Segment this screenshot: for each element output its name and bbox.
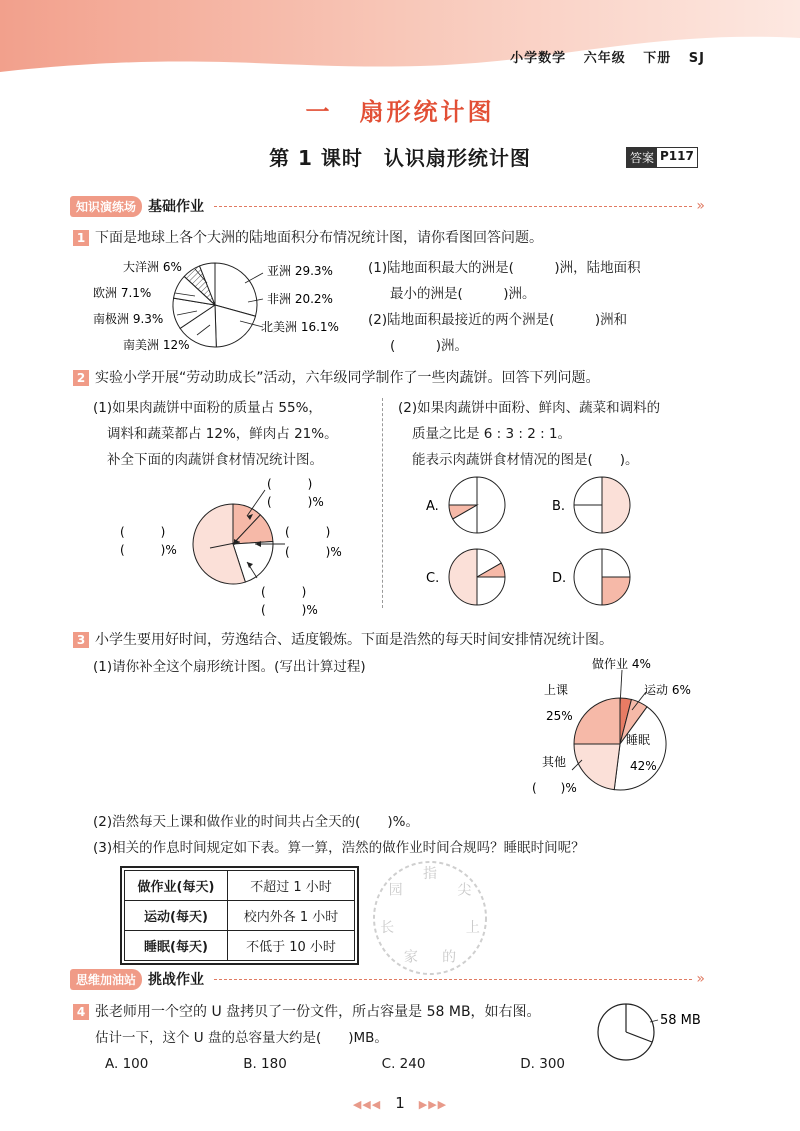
label-europe: 欧洲 7.1% (93, 286, 152, 300)
rule-item: 运动(每天) (125, 901, 228, 931)
blank-left-2: ( )% (120, 543, 177, 557)
option-c[interactable]: C. 240 (381, 1056, 426, 1072)
answer-page: P117 (660, 149, 694, 163)
seal-char: 的 (442, 949, 457, 966)
question-text: 小学生要用好时间，劳逸结合、适度锻炼。下面是浩然的每天时间安排情况统计图。 (95, 632, 613, 648)
grade: 六年级 (583, 51, 626, 66)
pie-slice (602, 477, 630, 533)
rule-value: 不超过 1 小时 (228, 871, 355, 901)
q2-right-text (398, 395, 660, 473)
question-text: 实验小学开展“劳动助成长”活动，六年级同学制作了一些肉蔬饼。回答下列问题。 (95, 370, 600, 386)
blank-right-1: ( ) (285, 525, 331, 539)
question-number: 1 (73, 230, 89, 246)
label-homework: 做作业 4% (592, 657, 651, 671)
label-other: 其他 (542, 755, 567, 769)
blank-top-2: ( )% (267, 495, 324, 509)
q4-text-2: 估计一下，这个 U 盘的总容量大约是( )MB。 (95, 1030, 388, 1046)
table-row (125, 901, 355, 931)
seal-char: 园 (388, 882, 403, 899)
page-number: 1 (395, 1094, 405, 1112)
answer-label: 答案 (627, 148, 657, 167)
divider (214, 979, 692, 980)
option-a[interactable]: A. 100 (105, 1056, 149, 1072)
question-4 (73, 1002, 541, 1022)
table-row (125, 871, 355, 901)
q4-options (105, 1056, 565, 1072)
question-number: 3 (73, 632, 89, 648)
rule-value: 校内外各 1 小时 (228, 901, 355, 931)
q2-right-2: 质量之比是 6 : 3 : 2 : 1。 (412, 426, 572, 442)
blank-right-2: ( )% (285, 545, 342, 559)
blank-bottom-1: ( ) (261, 585, 307, 599)
q3-sub2: (2)浩然每天上课和做作业的时间共占全天的( )%。 (93, 814, 419, 830)
volume: 下册 (643, 51, 672, 66)
q1-sub1-a: (1)陆地面积最大的洲是( )洲，陆地面积 (368, 260, 641, 276)
section-challenge (70, 968, 705, 990)
seal-char: 尖 (457, 882, 472, 899)
pie-slice (602, 549, 630, 577)
seal-char: 指 (423, 866, 437, 882)
q3-sub1: (1)请你补全这个扇形统计图。(写出计算过程) (93, 659, 366, 675)
question-number: 2 (73, 370, 89, 386)
section-basic (70, 195, 705, 217)
label-north-america: 北美洲 16.1% (261, 320, 339, 334)
seal-char: 上 (465, 919, 480, 936)
label-antarctica: 南极洲 9.3% (93, 312, 164, 326)
rule-value: 不低于 10 小时 (228, 931, 355, 961)
usb-pie (592, 1000, 712, 1064)
blank-top-1: ( ) (267, 478, 313, 491)
question-text: 张老师用一个空的 U 盘拷贝了一份文件，所占容量是 58 MB，如右图。 (95, 1004, 541, 1020)
label-class: 上课 (544, 683, 569, 697)
label-class-pct: 25% (546, 709, 573, 723)
q2-left-2: 调料和蔬菜都占 12%，鲜肉占 21%。 (107, 426, 338, 442)
next-arrows-icon: ▶▶▶ (418, 1098, 448, 1111)
option-d-pie[interactable] (574, 549, 630, 605)
section-tag: 知识演练场 (70, 196, 142, 217)
option-b[interactable]: B. 180 (243, 1056, 287, 1072)
option-d[interactable]: D. 300 (520, 1056, 565, 1072)
label-sleep: 睡眠 (626, 733, 651, 747)
rule-item: 做作业(每天) (125, 871, 228, 901)
section-tag: 思维加油站 (70, 969, 142, 990)
rule-item: 睡眠(每天) (125, 931, 228, 961)
blank-bottom-2: ( )% (261, 603, 318, 617)
pie-slice (574, 505, 602, 533)
pie-slice (449, 477, 477, 505)
slice-other (574, 744, 620, 790)
subject: 小学数学 (510, 51, 567, 66)
unit-title: 一 扇形统计图 (305, 98, 495, 126)
option-b-pie[interactable] (574, 477, 630, 533)
rules-table (120, 866, 359, 965)
label-sleep-pct: 42% (630, 759, 657, 773)
time-pie-chart (520, 652, 720, 802)
pie-slices (173, 263, 257, 347)
q3-sub3: (3)相关的作息时间规定如下表。算一算，浩然的做作业时间合规吗？睡眠时间呢？ (93, 840, 585, 856)
question-3 (73, 630, 613, 650)
q1-sub2-b: ( )洲。 (390, 338, 469, 354)
label-other-pct: ( )% (532, 781, 577, 795)
continent-pie-chart (85, 255, 370, 355)
option-a[interactable]: A. (426, 499, 439, 514)
q1-sub1-b: 最小的洲是( )洲。 (390, 286, 536, 302)
answer-tag[interactable] (626, 147, 698, 168)
option-c[interactable]: C. (426, 571, 440, 586)
divider (214, 206, 692, 207)
pie-patty-chart (115, 478, 375, 620)
lesson-title: 第 1 课时 认识扇形统计图 (269, 146, 531, 170)
question-text: 下面是地球上各个大洲的陆地面积分布情况统计图，请你看图回答问题。 (95, 230, 543, 246)
usb-label: 58 MB (660, 1013, 701, 1028)
page-footer (0, 1094, 800, 1112)
question-number: 4 (73, 1004, 89, 1020)
q2-left-1: (1)如果肉蔬饼中面粉的质量占 55%， (93, 400, 322, 416)
q2-right-3: 能表示肉蔬饼食材情况的图是( )。 (412, 452, 639, 468)
header-band (0, 0, 800, 80)
pie-slice (574, 549, 602, 605)
question-2 (73, 368, 600, 388)
seal-char: 长 (380, 919, 395, 936)
section-name: 挑战作业 (148, 972, 205, 988)
label-south-america: 南美洲 12% (123, 338, 190, 352)
pie-slice (477, 577, 505, 605)
q2-right-1: (2)如果肉蔬饼中面粉、鲜肉、蔬菜和调料的 (398, 400, 661, 416)
label-africa: 非洲 20.2% (267, 292, 333, 306)
option-d[interactable]: D. (552, 571, 567, 586)
q1-subquestions (368, 258, 641, 356)
prev-arrows-icon: ◀◀◀ (352, 1098, 382, 1111)
blank-left-1: ( ) (120, 525, 166, 539)
chevron-right-icon: » (696, 198, 705, 214)
chevron-right-icon: » (696, 971, 705, 987)
option-pies (420, 475, 670, 615)
pie-slice (477, 477, 505, 533)
pie-slice (449, 549, 477, 605)
q1-sub2-a: (2)陆地面积最接近的两个洲是( )洲和 (368, 312, 628, 328)
option-a-pie[interactable] (449, 477, 505, 533)
pie-slices (574, 698, 666, 790)
q2-left-3: 补全下面的肉蔬饼食材情况统计图。 (107, 452, 323, 468)
table-row (125, 931, 355, 961)
pie-slice (602, 577, 630, 605)
seal-char: 家 (403, 949, 418, 966)
option-c-pie[interactable] (449, 549, 505, 605)
label-asia: 亚洲 29.3% (267, 264, 333, 278)
section-name: 基础作业 (148, 199, 205, 215)
pie-slice (574, 477, 602, 505)
edition: SJ (688, 51, 705, 66)
label-oceania: 大洋洲 6% (123, 260, 182, 274)
q2-left-text (93, 395, 338, 473)
book-info (498, 47, 705, 66)
column-divider (382, 398, 383, 608)
slice-class (574, 698, 620, 744)
watermark-seal (360, 848, 500, 988)
label-sport: 运动 6% (644, 683, 691, 697)
question-1 (73, 228, 543, 248)
option-b[interactable]: B. (552, 499, 566, 514)
